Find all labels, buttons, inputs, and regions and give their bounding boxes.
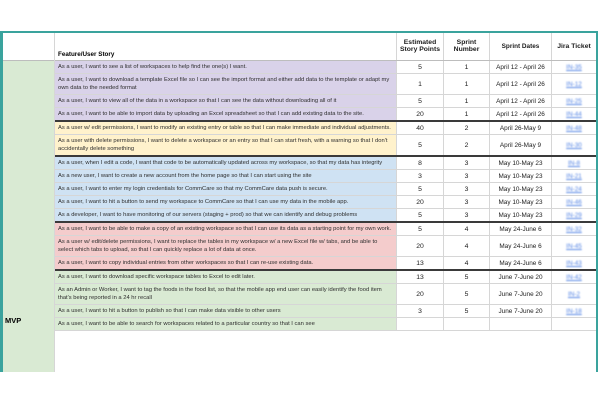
dates-cell[interactable]: April 12 - April 26 [490,108,552,120]
table-row [55,170,596,183]
story-cell[interactable] [55,135,397,155]
story-cell-text: As a user, I want to hit a button to publish so that I can make data visible to other users [58,308,281,314]
story-cell-text: As a user, I want to view all of the data in a workspace so that I can see the data without downloading all of it [58,98,337,104]
points-cell[interactable]: 13 [397,257,444,269]
story-cell[interactable] [55,209,397,221]
dates-cell[interactable]: May 10-May 23 [490,170,552,182]
dates-cell[interactable]: April 12 - April 26 [490,95,552,107]
points-cell[interactable]: 5 [397,183,444,195]
ticket-link[interactable]: IN-21 [566,172,582,180]
sprint-cell[interactable]: 5 [444,305,490,317]
table-row [55,236,596,257]
table-row [55,223,596,236]
story-cell[interactable] [55,284,397,304]
ticket-link[interactable]: IN-24 [566,185,582,193]
dates-cell[interactable] [490,318,552,330]
story-cell-text: As a user, when I edit a code, I want that code to be automatically updated across my workspace, so that my data has integrity [58,160,383,166]
story-cell[interactable] [55,223,397,235]
ticket-link[interactable]: IN-44 [566,110,582,118]
ticket-link[interactable]: IN-45 [566,242,582,250]
points-cell[interactable]: 3 [397,305,444,317]
points-cell[interactable]: 5 [397,95,444,107]
story-cell-text: As a developer, I want to have monitoring of our servers (staging + prod) so that we can identify and debug problems [58,212,358,218]
story-cell-text: As a user, I want to copy individual entries from other workspaces so that I can re-use existing data. [58,260,314,266]
ticket-cell[interactable] [552,284,596,304]
story-cell-text: As a user, I want to see a list of workspaces to help find the one(s) I want. [58,64,247,70]
ticket-cell[interactable] [552,61,596,73]
ticket-link[interactable]: IN-32 [566,225,582,233]
story-cell-text: As a user, I want to hit a button to send my workspace to CommCare so that I can use my data in the mobile app. [58,199,349,205]
points-cell[interactable]: 20 [397,196,444,208]
table-row [55,183,596,196]
sprint-cell[interactable]: 1 [444,95,490,107]
sheet-table [0,31,598,372]
story-cell-text: As a user, I want to be able to import data by uploading an Excel spreadsheet so that I can add existing data to the site. [58,111,364,117]
sprint-cell[interactable]: 3 [444,183,490,195]
ticket-cell[interactable] [552,135,596,155]
ticket-cell[interactable] [552,236,596,256]
sprint-cell[interactable]: 2 [444,135,490,155]
story-cell[interactable] [55,196,397,208]
mvp-column-header-cell[interactable] [3,33,54,61]
story-cell[interactable] [55,157,397,169]
dates-cell[interactable]: May 10-May 23 [490,157,552,169]
sprint-cell[interactable]: 3 [444,157,490,169]
table-row [55,135,596,157]
story-cell[interactable] [55,122,397,134]
table-row [55,257,596,271]
table-row [55,209,596,223]
ticket-link[interactable]: IN-30 [566,141,582,149]
dates-cell[interactable]: June 7-June 20 [490,305,552,317]
story-cell[interactable] [55,318,397,330]
table-row [55,271,596,284]
table-row [55,196,596,209]
story-cell-text: As a user, I want to enter my login credentials for CommCare so that my CommCare data push is secure. [58,186,328,192]
points-cell[interactable]: 20 [397,108,444,120]
sprint-cell[interactable]: 3 [444,196,490,208]
points-cell[interactable] [397,318,444,330]
story-cell[interactable] [55,95,397,107]
sprint-cell[interactable]: 4 [444,257,490,269]
sprint-cell[interactable]: 3 [444,209,490,221]
points-cell[interactable]: 5 [397,61,444,73]
ticket-link[interactable]: IN-35 [566,63,582,71]
story-cell[interactable] [55,257,397,269]
ticket-link[interactable]: IN-8 [567,159,581,167]
ticket-cell[interactable] [552,95,596,107]
ticket-cell[interactable] [552,196,596,208]
sprint-cell[interactable]: 5 [444,284,490,304]
story-cell-text: As a user w/ edit/delete permissions, I want to replace the tables in my workspace w/ a new Excel file w/ tabs, and be able to select which tabs to upload, so that I can quickly replace a lot of data at once. [58,239,378,253]
points-cell[interactable]: 20 [397,284,444,304]
story-cell-text: As a user, I want to be able to make a copy of an existing workspace so that I can use its data as a starting point for my own work. [58,226,392,232]
story-cell-text: As a user with delete permissions, I want to delete a workspace or an entry so that I can start fresh, with a warning so that I don't accidentally delete something [58,138,388,152]
mvp-label: MVP [5,316,22,325]
ticket-cell[interactable] [552,108,596,120]
column-header-feature-user-story[interactable]: Feature/User Story [55,33,397,60]
ticket-link[interactable]: IN-2 [567,290,581,298]
story-cell[interactable] [55,271,397,283]
story-cell[interactable] [55,236,397,256]
story-cell-text: As a new user, I want to create a new account from the home page so that I can start using the site [58,173,312,179]
dates-cell[interactable]: May 10-May 23 [490,196,552,208]
story-cell[interactable] [55,170,397,182]
story-cell-text: As a user, I want to download a template Excel file so I can see the import format and either add data to the template or adapt my own data to the needed format [58,77,390,91]
ticket-cell[interactable] [552,305,596,317]
points-cell[interactable]: 5 [397,209,444,221]
sprint-cell[interactable]: 2 [444,122,490,134]
dates-cell[interactable]: April 26-May 9 [490,135,552,155]
column-header-sprint-number[interactable]: Sprint Number [444,33,490,60]
dates-cell[interactable]: May 10-May 23 [490,209,552,221]
ticket-link[interactable]: IN-12 [566,80,582,88]
points-cell[interactable]: 8 [397,157,444,169]
sprint-cell[interactable]: 1 [444,61,490,73]
sprint-cell[interactable]: 4 [444,223,490,235]
table-row [55,74,596,95]
points-cell[interactable]: 13 [397,271,444,283]
dates-cell[interactable]: April 12 - April 26 [490,74,552,94]
ticket-cell[interactable] [552,183,596,195]
table-row [55,108,596,122]
table-row [55,122,596,135]
dates-cell[interactable]: April 26-May 9 [490,122,552,134]
dates-cell[interactable]: April 12 - April 26 [490,61,552,73]
table-row [55,305,596,318]
ticket-cell[interactable] [552,209,596,221]
points-cell[interactable]: 5 [397,223,444,235]
table-row [55,61,596,74]
dates-cell[interactable]: June 7-June 20 [490,284,552,304]
ticket-cell[interactable] [552,170,596,182]
ticket-cell[interactable] [552,271,596,283]
story-cell[interactable] [55,108,397,120]
ticket-cell[interactable] [552,74,596,94]
mvp-column [3,33,55,372]
ticket-link[interactable]: IN-25 [566,97,582,105]
rows-container [55,61,596,331]
ticket-cell[interactable] [552,223,596,235]
column-header-sprint-dates[interactable]: Sprint Dates [490,33,552,60]
points-cell[interactable]: 5 [397,135,444,155]
sprint-cell[interactable]: 1 [444,74,490,94]
points-cell[interactable]: 3 [397,170,444,182]
ticket-link[interactable]: IN-46 [566,198,582,206]
header-row [55,33,596,61]
sprint-cell[interactable]: 3 [444,170,490,182]
dates-cell[interactable]: May 10-May 23 [490,183,552,195]
mvp-merged-cell[interactable] [3,61,54,372]
sprint-cell[interactable]: 1 [444,108,490,120]
ticket-cell[interactable] [552,122,596,134]
sprint-cell[interactable]: 5 [444,271,490,283]
story-cell[interactable] [55,183,397,195]
column-header-estimated-story-points[interactable]: Estimated Story Points [397,33,444,60]
dates-cell[interactable]: May 24-June 6 [490,223,552,235]
points-cell[interactable]: 40 [397,122,444,134]
dates-cell[interactable]: May 24-June 6 [490,257,552,269]
column-header-jira-ticket[interactable]: Jira Ticket [557,42,591,50]
table-row [55,95,596,108]
points-cell[interactable]: 20 [397,236,444,256]
story-cell[interactable] [55,305,397,317]
ticket-link[interactable]: IN-29 [566,211,582,219]
story-cell[interactable] [55,74,397,94]
ticket-link[interactable]: IN-43 [566,259,582,267]
story-cell-text: As an Admin or Worker, I want to tag the foods in the food list, so that the mobile app end user can easily identify the food item that's being reported in a 24 hr recall [58,287,382,301]
ticket-cell[interactable] [552,257,596,269]
table-row [55,318,596,331]
story-cell-text: As a user w/ edit permissions, I want to modify an existing entry or table so that I can make immediate and individual adjustments. [58,125,391,131]
ticket-cell[interactable] [552,318,596,330]
dates-cell[interactable]: June 7-June 20 [490,271,552,283]
sprint-cell[interactable] [444,318,490,330]
ticket-link[interactable]: IN-42 [566,273,582,281]
table-row [55,157,596,170]
story-cell[interactable] [55,61,397,73]
story-cell-text: As a user, I want to be able to search for workspaces related to a particular country so that I can see [58,321,315,327]
sprint-cell[interactable]: 4 [444,236,490,256]
ticket-link[interactable]: IN-18 [566,307,582,315]
ticket-link[interactable]: IN-48 [566,124,582,132]
table-row [55,284,596,305]
ticket-cell[interactable] [552,157,596,169]
sheet-grid [55,33,596,372]
points-cell[interactable]: 1 [397,74,444,94]
story-cell-text: As a user, I want to download specific workspace tables to Excel to edit later. [58,274,255,280]
dates-cell[interactable]: May 24-June 6 [490,236,552,256]
